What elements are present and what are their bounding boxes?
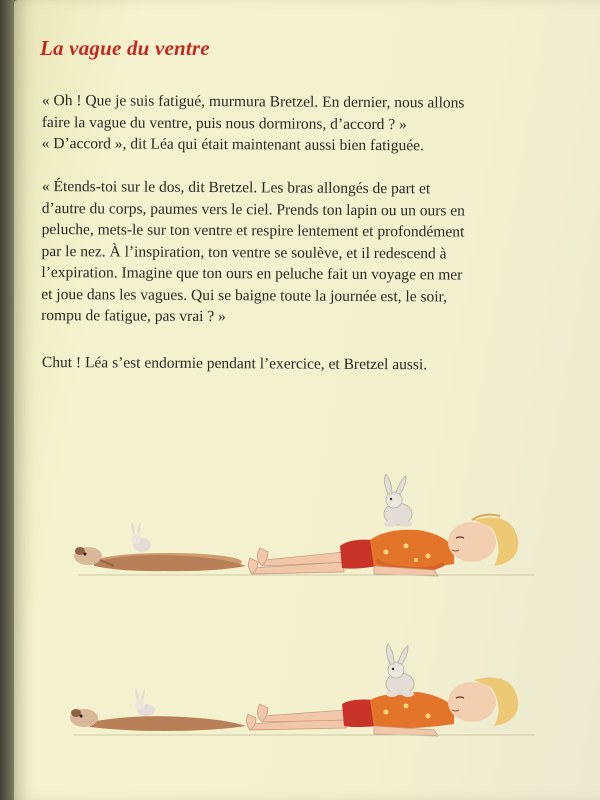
girl-lying: [246, 678, 518, 737]
bunny-on-belly: [386, 644, 414, 697]
text-line: et joue dans les vagues. Qui se baigne toute la journée est, le soir,: [41, 285, 448, 305]
text-line: par le nez. À l’inspiration, ton ventre se soulève, et il redescend à: [41, 242, 447, 262]
text-line: faire la vague du ventre, puis nous dormirons, d’accord ? »: [41, 113, 407, 133]
text-line: « Oh ! Que je suis fatigué, murmura Bretzel. En dernier, nous allons: [41, 91, 465, 112]
text-line: l’expiration. Imagine que ton ours en peluche fait un voyage en mer: [41, 263, 463, 284]
book-page: [14, 0, 600, 800]
breathing-illustration: [14, 0, 600, 800]
page-title: La vague du ventre: [40, 36, 210, 60]
text-line: peluche, mets-le sur ton ventre et respire lentement et profondément: [41, 220, 465, 241]
dog-lying: [70, 709, 246, 731]
text-line: d’autre du corps, paumes vers le ciel. Prends ton lapin ou un ours en: [41, 199, 465, 220]
dog-lying: [74, 547, 246, 571]
scene-exhale: [70, 644, 534, 736]
text-line: « D’accord », dit Léa qui était maintenant aussi bien fatiguée.: [41, 134, 424, 155]
girl-lying: [248, 515, 518, 576]
bunny-small: [135, 688, 155, 716]
text-line: Chut ! Léa s’est endormie pendant l’exercice, et Bretzel aussi.: [41, 353, 428, 374]
scene-inhale: [74, 474, 534, 576]
text-line: « Étends-toi sur le dos, dit Bretzel. Les bras allongés de part et: [41, 177, 431, 198]
text-line: rompu de fatigue, pas vrai ? »: [41, 306, 226, 326]
book-spine-shadow: [0, 0, 14, 800]
bunny-on-belly: [384, 474, 412, 527]
bunny-small: [131, 522, 151, 552]
